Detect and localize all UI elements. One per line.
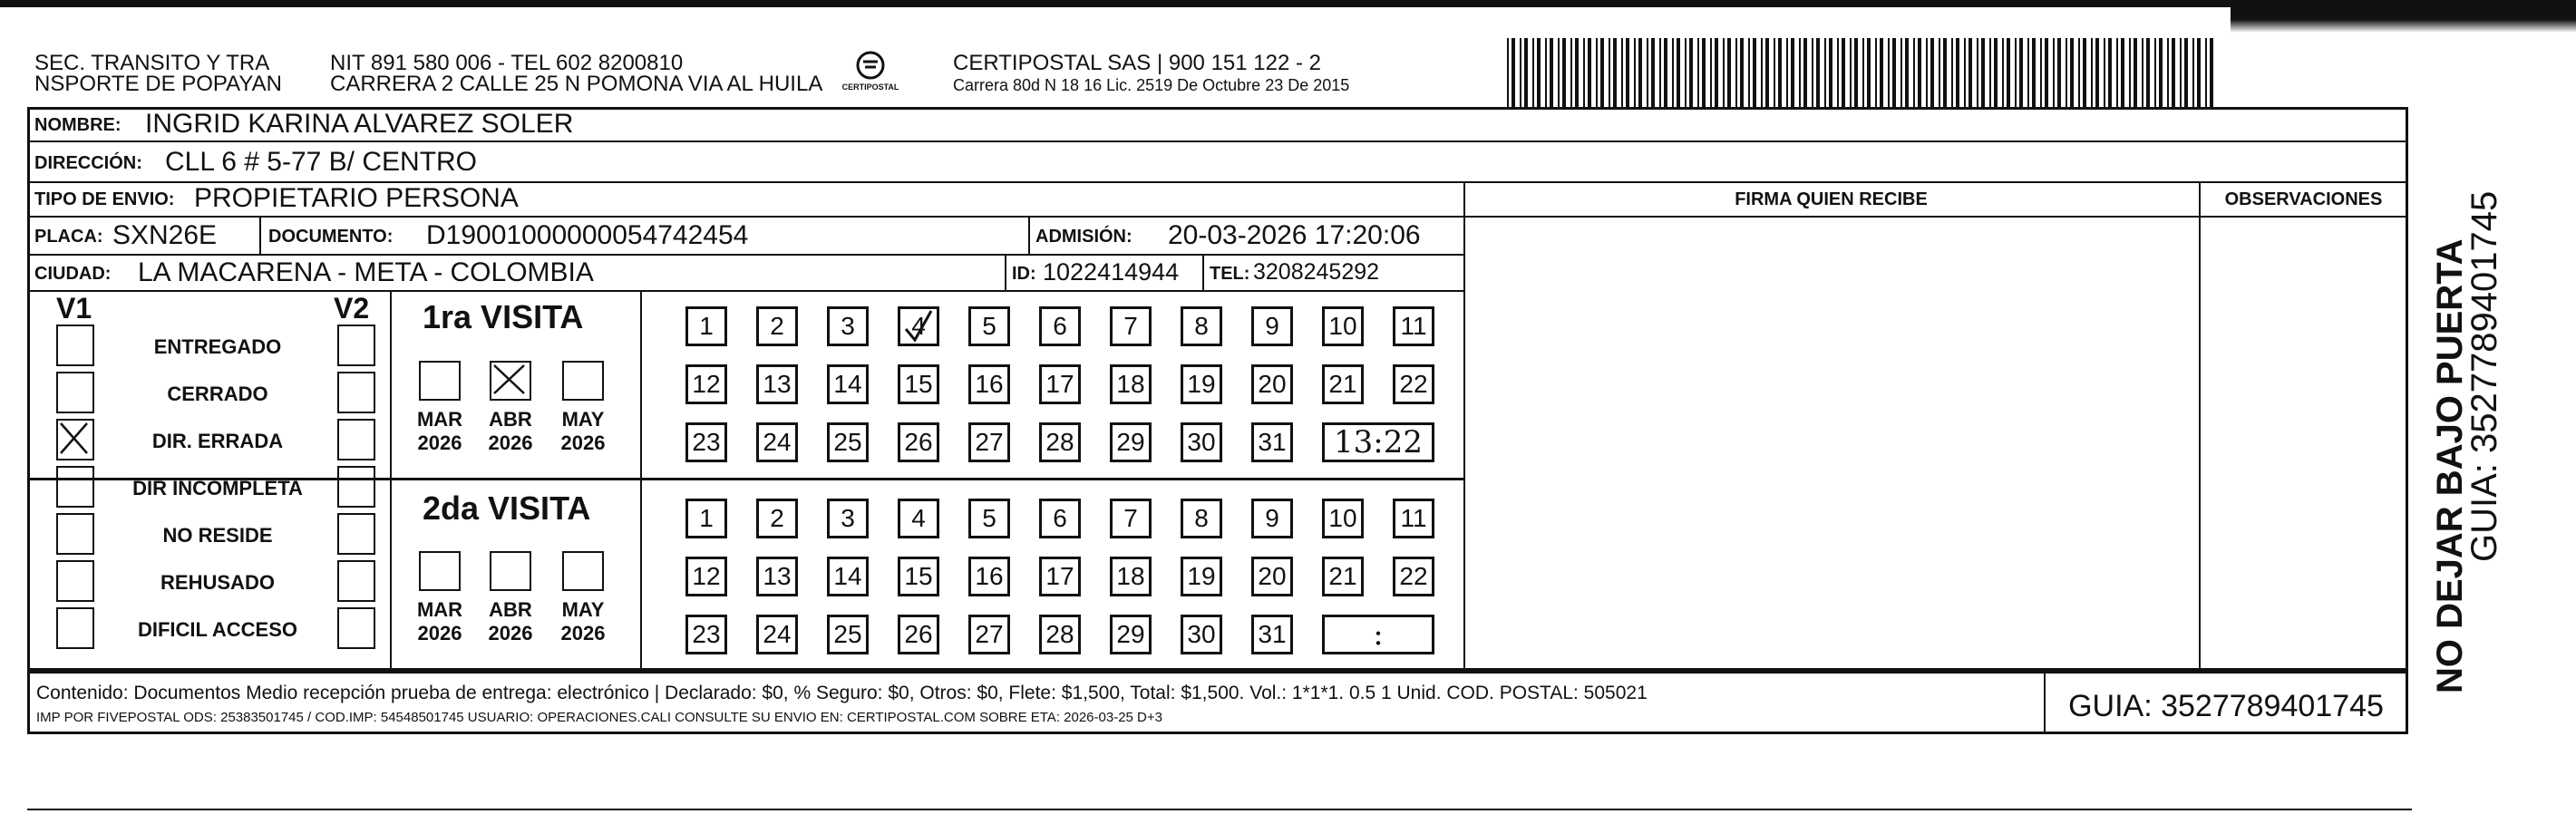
v1-checkbox[interactable] — [56, 372, 94, 413]
side-text — [2412, 136, 2575, 707]
second-day-box[interactable]: 21 — [1322, 557, 1364, 596]
first-day-box[interactable]: 10 — [1322, 306, 1364, 346]
footer-guia: GUIA: 3527789401745 — [2068, 689, 2384, 723]
second-day-box[interactable]: 20 — [1251, 557, 1293, 596]
second-day-box[interactable]: 11 — [1393, 499, 1434, 538]
v1-label: V1 — [56, 292, 92, 325]
admision-value: 20-03-2026 17:20:06 — [1168, 220, 1421, 250]
first-day-box[interactable]: 2 — [756, 306, 798, 346]
reason-label: NO RESIDE — [162, 524, 273, 547]
row-line-1 — [27, 141, 2408, 142]
col-admision — [1028, 216, 1030, 254]
second-day-box[interactable]: 19 — [1181, 557, 1222, 596]
v2-checkbox[interactable] — [337, 372, 375, 413]
v2-checkbox[interactable] — [337, 419, 375, 460]
direccion-label: DIRECCIÓN: — [34, 153, 142, 173]
second-year-label: 2026 — [417, 622, 462, 644]
col-firma — [1463, 181, 1465, 671]
bottom-cut-line — [27, 809, 2412, 810]
second-day-box[interactable]: 10 — [1322, 499, 1364, 538]
second-day-box[interactable]: 16 — [968, 557, 1010, 596]
license-line: Carrera 80d N 18 16 Lic. 2519 De Octubre 23 De 2015 — [953, 76, 1350, 94]
contenido-line: Contenido: Documentos Medio recepción prueba de entrega: electrónico | Declarado: $0, % Seguro: $0, Otros: $0, Flete: $1,500, Total: $1,500. Vol.: 1*1*1. 0.5 1 Unid. COD. POSTAL: 505021 — [36, 683, 1648, 703]
sender-line-2: NSPORTE DE POPAYAN — [34, 72, 282, 96]
first-day-box[interactable]: 19 — [1181, 364, 1222, 404]
second-day-box[interactable]: 8 — [1181, 499, 1222, 538]
first-day-box[interactable]: 15 — [898, 364, 939, 404]
v2-checkbox[interactable] — [337, 325, 375, 366]
first-month-checkbox[interactable] — [490, 361, 531, 401]
first-time-box[interactable]: 13:22 — [1322, 422, 1434, 462]
v2-checkbox[interactable] — [337, 466, 375, 508]
second-day-box[interactable]: 31 — [1251, 615, 1293, 654]
first-day-box[interactable]: 30 — [1181, 422, 1222, 462]
v1-checkbox[interactable] — [56, 607, 94, 649]
nombre-value: INGRID KARINA ALVAREZ SOLER — [145, 109, 574, 139]
first-day-box[interactable]: 31 — [1251, 422, 1293, 462]
ciudad-value: LA MACARENA - META - COLOMBIA — [138, 257, 594, 287]
first-visit-title: 1ra VISITA — [423, 298, 584, 335]
col-days — [640, 290, 642, 671]
first-day-box[interactable]: 5 — [968, 306, 1010, 346]
second-day-box[interactable]: 7 — [1110, 499, 1152, 538]
first-day-box[interactable]: 6 — [1039, 306, 1081, 346]
reason-label: REHUSADO — [160, 571, 275, 594]
tipo-envio-value: PROPIETARIO PERSONA — [194, 183, 519, 213]
second-day-box[interactable]: 27 — [968, 615, 1010, 654]
nit-line: NIT 891 580 006 - TEL 602 8200810 — [330, 51, 684, 75]
second-day-box[interactable]: 26 — [898, 615, 939, 654]
col-tel — [1202, 254, 1204, 290]
second-year-label: 2026 — [488, 622, 533, 644]
second-day-box[interactable]: 4 — [898, 499, 939, 538]
second-month-label: ABR — [489, 598, 532, 621]
v2-checkbox[interactable] — [337, 607, 375, 649]
reason-label: DIR INCOMPLETA — [132, 477, 303, 499]
certipostal-logo — [834, 49, 907, 100]
firma-label: FIRMA QUIEN RECIBE — [1735, 189, 1928, 209]
company-line: CERTIPOSTAL SAS | 900 151 122 - 2 — [953, 51, 1321, 75]
first-month-checkbox[interactable] — [562, 361, 604, 401]
second-day-box[interactable]: 18 — [1110, 557, 1152, 596]
first-day-box[interactable]: 21 — [1322, 364, 1364, 404]
reason-label: ENTREGADO — [153, 335, 282, 358]
documento-label: DOCUMENTO: — [268, 227, 394, 247]
tel-label: TEL: — [1210, 264, 1250, 284]
first-day-box[interactable]: 29 — [1110, 422, 1152, 462]
first-day-box[interactable]: 22 — [1393, 364, 1434, 404]
first-day-box[interactable]: 26 — [898, 422, 939, 462]
first-month-label: MAR — [416, 408, 463, 431]
first-day-box[interactable]: 9 — [1251, 306, 1293, 346]
first-day-box[interactable]: 18 — [1110, 364, 1152, 404]
col-observ — [2199, 181, 2201, 671]
second-day-box[interactable]: 28 — [1039, 615, 1081, 654]
second-visit-title: 2da VISITA — [423, 489, 591, 527]
v1-checkbox[interactable] — [56, 560, 94, 602]
second-year-label: 2026 — [560, 622, 606, 644]
first-year-label: 2026 — [560, 431, 606, 454]
second-month-checkbox[interactable] — [562, 551, 604, 591]
second-day-box[interactable]: 29 — [1110, 615, 1152, 654]
id-value: 1022414944 — [1043, 258, 1180, 286]
first-day-box[interactable]: 28 — [1039, 422, 1081, 462]
row-line-5 — [27, 290, 1463, 292]
first-month-label: MAY — [561, 408, 605, 431]
second-day-box[interactable]: 2 — [756, 499, 798, 538]
second-day-box[interactable]: 24 — [756, 615, 798, 654]
tipo-envio-label: TIPO DE ENVIO: — [34, 189, 175, 209]
top-edge — [0, 0, 2576, 7]
ciudad-label: CIUDAD: — [34, 264, 112, 284]
imp-line: IMP POR FIVEPOSTAL ODS: 25383501745 / COD.IMP: 54548501745 USUARIO: OPERACIONES.CALI CONSULTE SU ENVIO EN: CERTIPOSTAL.COM SOBRE ETA: 2026-03-25 D+3 — [36, 710, 1162, 725]
reason-label: CERRADO — [167, 383, 268, 405]
v1-checkbox[interactable] — [56, 466, 94, 508]
second-month-checkbox[interactable] — [490, 551, 531, 591]
second-day-box[interactable]: 25 — [827, 615, 869, 654]
first-day-box[interactable]: 7 — [1110, 306, 1152, 346]
first-day-box[interactable]: 8 — [1181, 306, 1222, 346]
sender-line-1: SEC. TRANSITO Y TRA — [34, 51, 270, 75]
second-month-label: MAY — [561, 598, 605, 621]
placa-value: SXN26E — [112, 220, 218, 250]
top-right-edge — [2231, 0, 2576, 33]
second-day-box[interactable]: 1 — [685, 499, 727, 538]
second-day-box[interactable]: 30 — [1181, 615, 1222, 654]
first-day-box[interactable]: 17 — [1039, 364, 1081, 404]
v1-checkbox[interactable] — [56, 419, 94, 460]
first-day-box[interactable]: 3 — [827, 306, 869, 346]
first-month-label: ABR — [489, 408, 532, 431]
no-dejar-bajo-puerta: NO DEJAR BAJO PUERTA — [2430, 238, 2470, 693]
second-day-box[interactable]: 3 — [827, 499, 869, 538]
second-day-box[interactable]: 5 — [968, 499, 1010, 538]
second-day-box[interactable]: 14 — [827, 557, 869, 596]
first-day-box[interactable]: 1 — [685, 306, 727, 346]
firma-head-line — [1463, 216, 2408, 218]
v1-checkbox[interactable] — [56, 513, 94, 555]
direccion-value: CLL 6 # 5-77 B/ CENTRO — [165, 147, 478, 177]
second-day-box[interactable]: 13 — [756, 557, 798, 596]
second-day-box[interactable]: 17 — [1039, 557, 1081, 596]
day-check-mark — [900, 309, 937, 344]
v2-checkbox[interactable] — [337, 560, 375, 602]
reason-label: DIFICIL ACCESO — [137, 618, 297, 641]
observaciones-label: OBSERVACIONES — [2224, 189, 2383, 209]
second-time-box[interactable]: : — [1322, 615, 1434, 654]
first-day-box[interactable]: 12 — [685, 364, 727, 404]
first-day-box[interactable]: 11 — [1393, 306, 1434, 346]
address-line: CARRERA 2 CALLE 25 N POMONA VIA AL HUILA — [330, 72, 823, 96]
nombre-label: NOMBRE: — [34, 115, 122, 135]
barcode — [1505, 38, 2231, 107]
first-day-box[interactable]: 24 — [756, 422, 798, 462]
second-day-box[interactable]: 15 — [898, 557, 939, 596]
first-day-box[interactable]: 27 — [968, 422, 1010, 462]
side-guia: GUIA: 3527789401745 — [2464, 190, 2504, 562]
col-reasons — [390, 290, 392, 671]
second-month-label: MAR — [416, 598, 463, 621]
first-year-label: 2026 — [488, 431, 533, 454]
first-day-box[interactable]: 20 — [1251, 364, 1293, 404]
first-day-box[interactable]: 16 — [968, 364, 1010, 404]
second-day-box[interactable]: 12 — [685, 557, 727, 596]
admision-label: ADMISIÓN: — [1035, 227, 1132, 247]
first-day-box[interactable]: 13 — [756, 364, 798, 404]
second-day-box[interactable]: 23 — [685, 615, 727, 654]
second-day-box[interactable]: 22 — [1393, 557, 1434, 596]
logo-text: CERTIPOSTAL — [841, 82, 899, 92]
id-label: ID: — [1012, 264, 1036, 284]
col-placa — [259, 216, 261, 254]
tel-value: 3208245292 — [1253, 259, 1380, 285]
v2-label: V2 — [334, 292, 370, 325]
first-day-box[interactable]: 4 — [898, 306, 939, 346]
row-line-4 — [27, 254, 1463, 256]
first-month-checkbox[interactable] — [419, 361, 461, 401]
v1-checkbox[interactable] — [56, 325, 94, 366]
second-month-checkbox[interactable] — [419, 551, 461, 591]
v2-checkbox[interactable] — [337, 513, 375, 555]
documento-value: D19001000000054742454 — [426, 220, 749, 250]
second-day-box[interactable]: 9 — [1251, 499, 1293, 538]
first-day-box[interactable]: 14 — [827, 364, 869, 404]
first-day-box[interactable]: 23 — [685, 422, 727, 462]
second-day-box[interactable]: 6 — [1039, 499, 1081, 538]
reason-label: DIR. ERRADA — [151, 430, 284, 452]
first-day-box[interactable]: 25 — [827, 422, 869, 462]
placa-label: PLACA: — [34, 227, 103, 247]
first-year-label: 2026 — [417, 431, 462, 454]
col-id — [1005, 254, 1006, 290]
